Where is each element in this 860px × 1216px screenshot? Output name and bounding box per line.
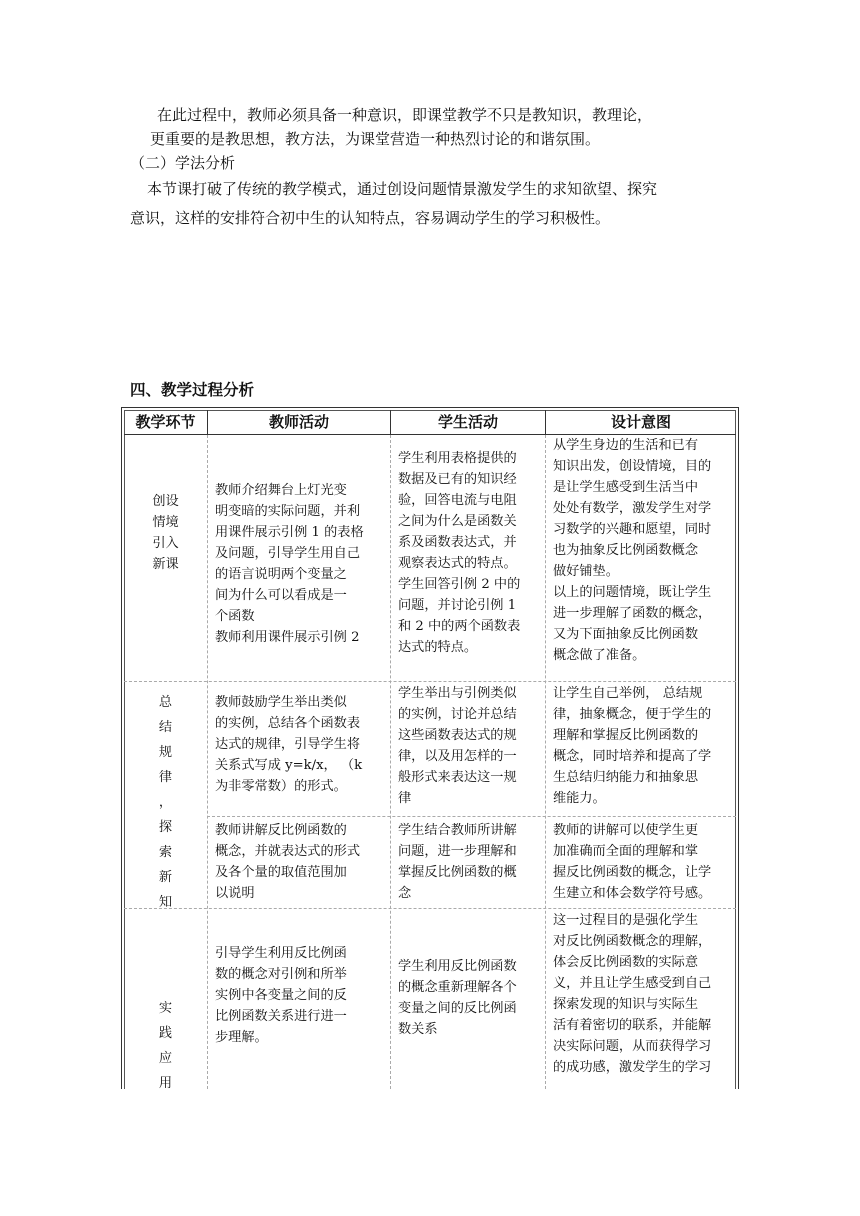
column-divider [390, 435, 391, 1089]
row-divider [207, 816, 736, 817]
row-divider [124, 681, 736, 682]
teacher-activity-cell: 引导学生利用反比例函 数的概念对引例和所举 实例中各变量之间的反 比例函数关系进行进一 步理解。 [215, 946, 347, 1045]
paragraph-line: 本节课打破了传统的教学模式，通过创设问题情景激发学生的求知欲望、探究 [147, 180, 658, 198]
paragraph-line: 意识，这样的安排符合初中生的认知特点，容易调动学生的学习积极性。 [130, 209, 611, 227]
paragraph-line: 更重要的是教思想，教方法，为课堂营造一种热烈讨论的和谐氛围。 [150, 130, 601, 148]
student-activity-cell: 学生结合教师所讲解 问题，进一步理解和 掌握反比例函数的概 念 [398, 823, 517, 901]
subsection-heading: （二）学法分析 [130, 154, 236, 172]
section-title: 四、教学过程分析 [130, 381, 255, 399]
teacher-activity-cell: 教师鼓励学生举出类似 的实例，总结各个函数表 达式的规律，引导学生将 关系式写成 y=k/x， （k 为非零常数）的形式。 [215, 695, 363, 794]
paragraph-line: 在此过程中，教师必须具备一种意识，即课堂教学不只是教知识，教理论， [157, 106, 653, 124]
stage-label-practice-apply: 实 践 应 用 [158, 1001, 173, 1091]
student-activity-cell: 学生利用反比例函数 的概念重新理解各个 变量之间的反比例函 数关系 [398, 959, 517, 1037]
teacher-activity-cell: 教师讲解反比例函数的 概念，并就表达式的形式 及各个量的取值范围加 以说明 [215, 823, 361, 901]
student-activity-cell: 学生利用表格提供的 数据及已有的知识经 验，回答电流与电阻 之间为什么是函数关 系及函数表达式，并 观察表达式的特点。 学生回答引例 2 中的 问题，并讨论引例 1 和 2 中的两个函数表 达式的特点。 [398, 451, 521, 655]
column-divider [545, 435, 546, 1089]
design-intent-cell: 从学生身边的生活和已有 知识出发，创设情境，目的 是让学生感受到生活当中 处处有数学，激发学生对学 习数学的兴趣和愿望，同时 也为抽象反比例函数概念 做好铺垫。 以上的问题情境，既让学生 进一步理解了函数的概念， 又为下面抽象反比例函数 概念做了准备。 [553, 438, 712, 663]
design-intent-cell: 教师的讲解可以使学生更 加准确而全面的理解和掌 握反比例函数的概念，让学 生建立和体会数学符号感。 [553, 823, 712, 901]
student-activity-cell: 学生举出与引例类似 的实例，讨论并总结 这些函数表达式的规 律，以及用怎样的一 般形式来表达这一规 律 [398, 686, 517, 806]
stage-label-create-context: 创设 情境 引入 新课 [152, 494, 179, 572]
design-intent-cell: 让学生自己举例， 总结规 律，抽象概念，便于学生的 理解和掌握反比例函数的 概念，同时培养和提高了学 生总结归纳能力和抽象思 维能力。 [553, 686, 712, 806]
header-design-intent: 设计意图 [610, 413, 671, 431]
design-intent-cell: 这一过程目的是强化学生 对反比例函数概念的理解， 体会反比例函数的实际意 义，并且让学生感受到自己 探索发现的知识与实际生 活有着密切的联系，并能解 决实际问题，从而获得学习 的成功感，激发学生的学习 [553, 913, 712, 1075]
column-divider [207, 435, 208, 1089]
row-divider [124, 908, 736, 909]
header-stage: 教学环节 [135, 413, 196, 431]
header-teacher-activity: 教师活动 [268, 413, 329, 431]
header-student-activity: 学生活动 [437, 413, 498, 431]
stage-label-summarize-rules: 总 结 规 律 ， 探 索 新 知 [158, 695, 173, 910]
teacher-activity-cell: 教师介绍舞台上灯光变 明变暗的实际问题，并利 用课件展示引例 1 的表格 及问题，引导学生用自己 的语言说明两个变量之 间为什么可以看成是一 个函数 教师利用课件展示引例 2 [215, 483, 364, 645]
teaching-process-table [121, 407, 739, 1089]
